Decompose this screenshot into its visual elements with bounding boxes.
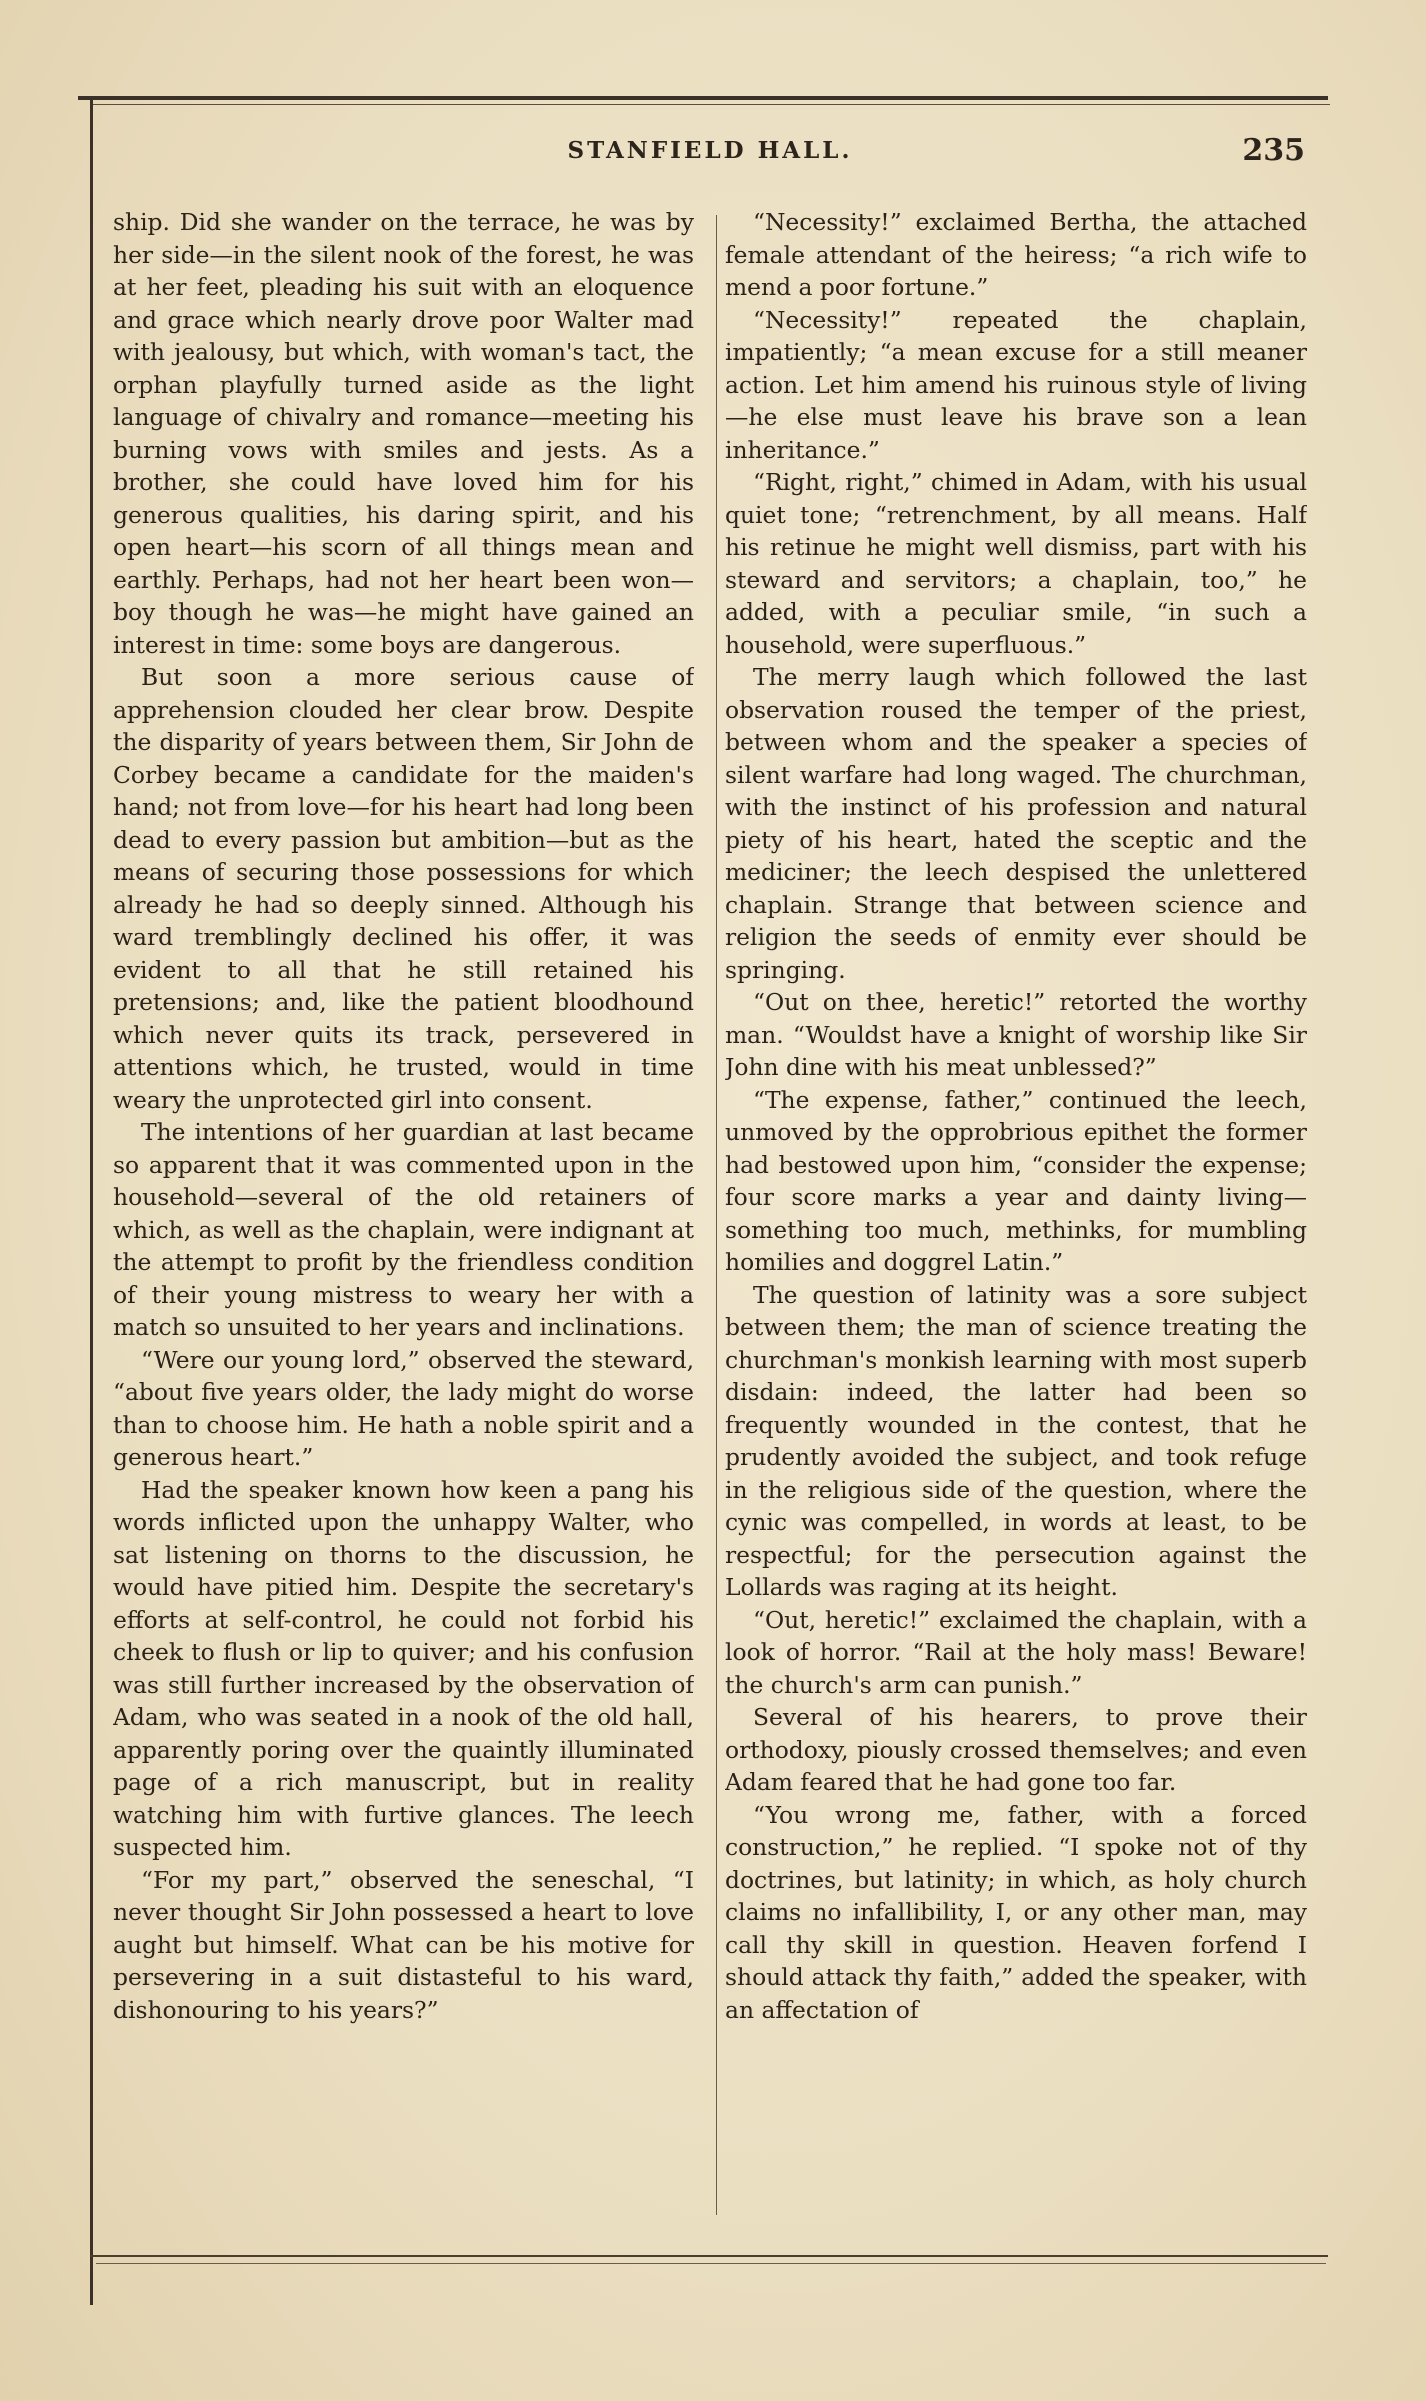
paragraph: “You wrong me, father, with a forced construction,” he replied. “I spoke not of thy doctrines, but latinity; in which, as holy church claims no infallibility, I, or any other man, may call thy skill in question. Heaven forfend I should attack thy faith,” added the speaker, with an affectation of <box>725 1800 1307 2024</box>
paragraph: Several of his hearers, to prove their orthodoxy, piously crossed themselves; and even Adam feared that he had gone too far. <box>725 1703 1307 1796</box>
paragraph: The intentions of her guardian at last became so apparent that it was commented upon in the household—several of the old retainers of which, as well as the chaplain, were indignant at the attempt to profit by the friendless condition of their young mistress to weary her with a match so unsuited to her years and inclinations. <box>113 1118 694 1341</box>
left-border-rule <box>90 100 93 2305</box>
left-column <box>113 206 694 2246</box>
paragraph: The merry laugh which followed the last observation roused the temper of the priest, between whom and the speaker a species of silent warfare had long waged. The churchman, with the instinct of his profession and natural piety of his heart, hated the sceptic and the mediciner; the leech despised the unlettered chaplain. Strange that between science and religion the seeds of enmity ever should be springing. <box>725 663 1307 984</box>
paragraph: Had the speaker known how keen a pang his words inflicted upon the unhappy Walter, who sat listening on thorns to the discussion, he would have pitied him. Despite the secretary's efforts at self-control, he could not forbid his cheek to flush or lip to quiver; and his confusion was still further increased by the observation of Adam, who was seated in a nook of the old hall, apparently poring over the quaintly illuminated page of a rich manuscript, but in reality watching him with furtive glances. The leech suspected him. <box>113 1475 694 1861</box>
paragraph: “The expense, father,” continued the leech, unmoved by the opprobrious epithet the former had bestowed upon him, “consider the expense; four score marks a year and dainty living—something too much, methinks, for mumbling homilies and doggrel Latin.” <box>725 1085 1307 1276</box>
top-border-rule-thin <box>90 104 1330 105</box>
page-number: 235 <box>1242 133 1305 168</box>
paragraph: “Out on thee, heretic!” retorted the worthy man. “Wouldst have a knight of worship like Sir John dine with his meat unblessed?” <box>725 988 1307 1081</box>
paragraph: “Necessity!” repeated the chaplain, impatiently; “a mean excuse for a still meaner action. Let him amend his ruinous style of living—he else must leave his brave son a lean inheritance.” <box>725 305 1307 464</box>
paragraph: “For my part,” observed the seneschal, “I never thought Sir John possessed a heart to love aught but himself. What can be his motive for persevering in a suit distasteful to his ward, dishonouring to his years?” <box>113 1865 694 2024</box>
bottom-border-rule <box>90 2255 1328 2257</box>
right-column <box>725 206 1307 2246</box>
paragraph: “Out, heretic!” exclaimed the chaplain, with a look of horror. “Rail at the holy mass! Beware! the church's arm can punish.” <box>725 1605 1307 1699</box>
paragraph: But soon a more serious cause of apprehension clouded her clear brow. Despite the disparity of years between them, Sir John de Corbey became a candidate for the maiden's hand; not from love—for his heart had long been dead to every passion but ambition—but as the means of securing those possessions for which already he had so deeply sinned. Although his ward tremblingly declined his offer, it was evident to all that he still retained his pretensions; and, like the patient bloodhound which never quits its track, persevered in attentions which, he trusted, would in time weary the unprotected girl into consent. <box>113 663 694 1114</box>
top-border-rule <box>78 96 1328 100</box>
paragraph: “Right, right,” chimed in Adam, with his usual quiet tone; “retrenchment, by all means. Half his retinue he might well dismiss, part with his steward and servitors; a chaplain, too,” he added, with a peculiar smile, “in such a household, were superfluous.” <box>725 468 1307 659</box>
column-divider <box>716 215 717 2215</box>
paragraph: The question of latinity was a sore subject between them; the man of science treating the churchman's monkish learning with most superb disdain: indeed, the latter had been so frequently wounded in the contest, that he prudently avoided the subject, and took refuge in the religious side of the question, where the cynic was compelled, in words at least, to be respectful; for the persecution against the Lollards was raging at its height. <box>725 1280 1307 1601</box>
paragraph: ship. Did she wander on the terrace, he was by her side—in the silent nook of the forest, he was at her feet, pleading his suit with an eloquence and grace which nearly drove poor Walter mad with jealousy, but which, with woman's tact, the orphan playfully turned aside as the light language of chivalry and romance—meeting his burning vows with smiles and jests. As a brother, she could have loved him for his generous qualities, his daring spirit, and his open heart—his scorn of all things mean and earthly. Perhaps, had not her heart been won—boy though he was—he might have gained an interest in time: some boys are dangerous. <box>113 208 694 659</box>
paragraph: “Were our young lord,” observed the steward, “about five years older, the lady might do worse than to choose him. He hath a noble spirit and a generous heart.” <box>113 1345 694 1471</box>
bottom-border-rule-thin <box>96 2263 1326 2264</box>
running-title: STANFIELD HALL. <box>567 137 853 164</box>
paragraph: “Necessity!” exclaimed Bertha, the attached female attendant of the heiress; “a rich wife to mend a poor fortune.” <box>725 208 1307 301</box>
